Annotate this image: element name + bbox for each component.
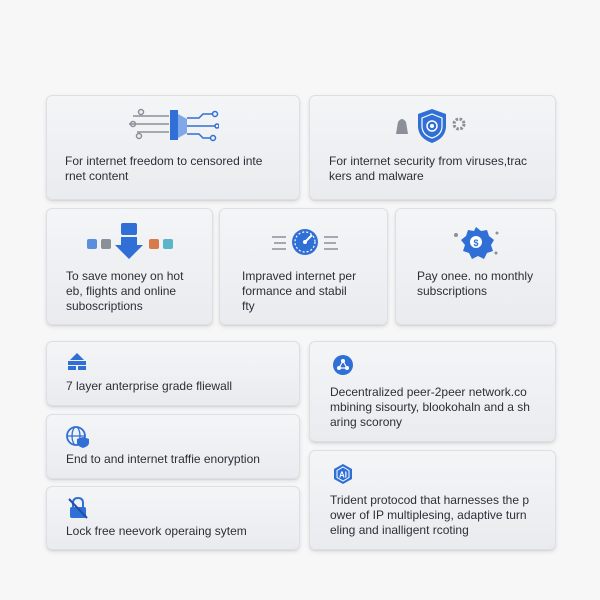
feature-card-security — [309, 95, 556, 200]
feature-card-trident — [309, 450, 556, 550]
feature-text: For internet security from viruses,trac kers and malware — [329, 154, 528, 183]
svg-text:AI: AI — [339, 470, 347, 480]
encryption-globe-icon — [66, 426, 90, 448]
feature-card-performance — [219, 208, 388, 325]
firewall-icon — [66, 353, 88, 371]
svg-text:$: $ — [473, 238, 479, 248]
trident-protocol-icon — [332, 463, 354, 485]
speedometer-icon — [272, 225, 338, 255]
feature-card-censorship — [46, 95, 300, 200]
feature-card-savings — [46, 208, 213, 325]
one-time-payment-icon — [452, 225, 500, 261]
feature-text: Trident protocod that harnesses the p ower of IP multiplesing, adaptive turn eling and inalligent rcoting — [330, 493, 530, 537]
feature-text: Pay onee. no monthly subscriptions — [417, 269, 534, 298]
feature-text: To save money on hot eb, flights and online suboscriptions — [66, 269, 184, 313]
censorship-bypass-icon — [129, 108, 219, 142]
feature-card-firewall — [46, 341, 300, 406]
feature-text: End to and internet traffie enoryption — [66, 452, 260, 466]
decentralized-network-icon — [332, 354, 354, 376]
feature-text: 7 layer anterprise grade fliewall — [66, 379, 233, 393]
feature-text: For internet freedom to censored inte rnet content — [65, 154, 263, 183]
feature-card-decentralized — [309, 341, 556, 442]
feature-card-payment — [395, 208, 556, 325]
feature-text: Lock free neevork operaing sytem — [66, 524, 247, 538]
lock-free-icon — [68, 497, 88, 519]
feature-text: Impraved internet per formance and stabil fty — [242, 269, 357, 313]
feature-text: Decentralized peer-2peer network.co mbining sisourty, blookohaln and a sh aring scorony — [330, 385, 530, 429]
feature-card-lock-free — [46, 486, 300, 550]
feature-card-encryption — [46, 414, 300, 479]
savings-download-icon — [85, 221, 175, 261]
security-shield-icon — [392, 108, 472, 144]
